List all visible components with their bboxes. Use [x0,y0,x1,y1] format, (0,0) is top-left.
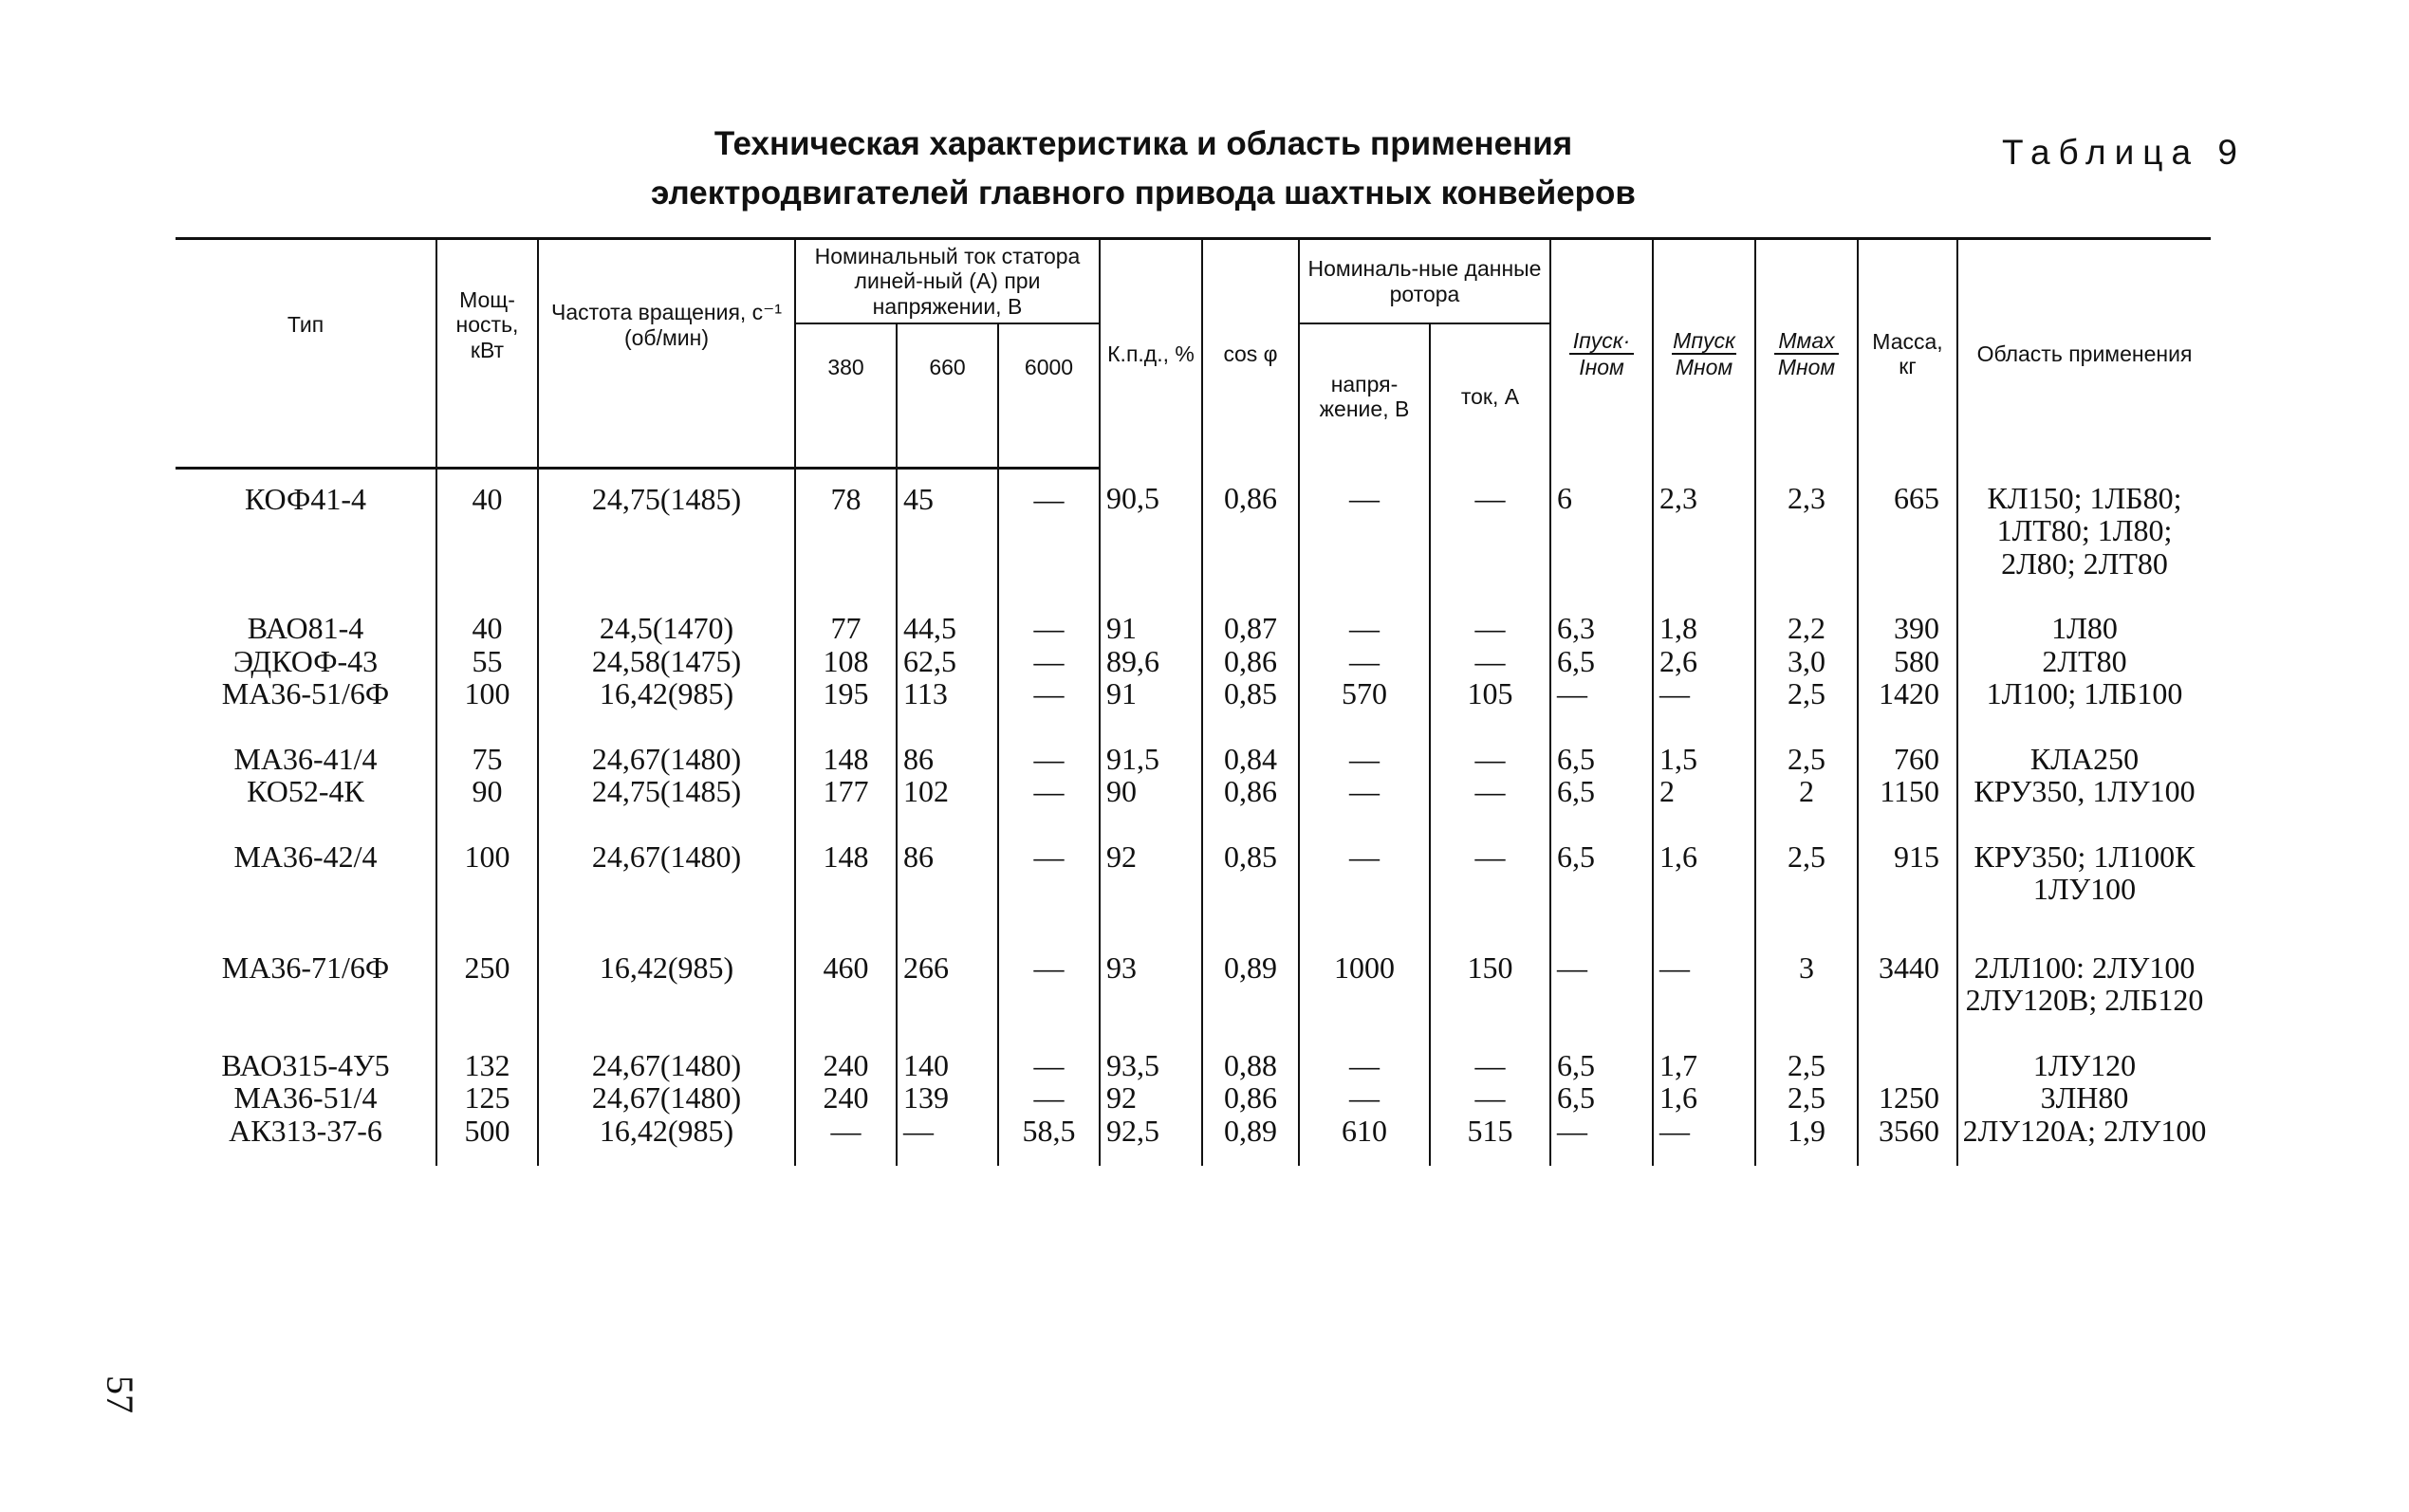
col-type: Тип [176,239,436,411]
cell-rotor-voltage: — [1299,840,1430,938]
cell-application: 2ЛТ80 [1957,645,2211,678]
cell-efficiency: 91 [1100,677,1202,743]
cell-cos: 0,86 [1202,469,1299,613]
cell-rotor-current: — [1430,1081,1550,1115]
cell-application: 2ЛУ120А; 2ЛУ100 [1957,1115,2211,1167]
cell-i660: 102 [897,775,998,840]
header-row [176,239,2211,324]
header-blank-cell [538,410,795,469]
cell-rotor-voltage: 1000 [1299,938,1430,1049]
table-row [176,645,2211,678]
table-row [176,938,2211,1049]
cell-application: КРУ350, 1ЛУ100 [1957,775,2211,840]
cell-i380: 177 [795,775,897,840]
table-row [176,1081,2211,1115]
cell-efficiency: 89,6 [1100,645,1202,678]
col-rotor-voltage: напря-жение, В [1299,323,1430,469]
cell-cos: 0,86 [1202,645,1299,678]
cell-i380: 78 [795,469,897,613]
cell-i6000: — [998,840,1100,938]
cell-rotor-current: — [1430,1049,1550,1082]
col-application: Область применения [1957,239,2211,469]
page-number: 57 [99,1375,141,1413]
cell-type: ЭДКОФ-43 [232,643,379,678]
table-body [176,469,2211,1167]
header-blank-cell [998,410,1100,469]
cell-mp-ratio: 1,7 [1653,1049,1755,1082]
cell-rotor-voltage: — [1299,775,1430,840]
cell-type: ВАО315-4У5 [221,1047,390,1082]
cell-efficiency: 90 [1100,775,1202,840]
cell-efficiency: 91,5 [1100,743,1202,776]
table-row [176,1115,2211,1167]
cell-application: КЛ150; 1ЛБ80; 1ЛТ80; 1Л80; 2Л80; 2ЛТ80 [1957,469,2211,613]
cell-rotor-current: — [1430,469,1550,613]
cell-mm-ratio: 2,5 [1755,840,1858,938]
cell-cos: 0,85 [1202,840,1299,938]
cell-mass: 665 [1858,469,1957,613]
cell-i380: 460 [795,938,897,1049]
cell-cos: 0,86 [1202,1081,1299,1115]
document-title-line-1: Техническая характеристика и область применения [713,125,1573,162]
cell-mass: 390 [1858,612,1957,645]
col-rotor-group: Номиналь-ные данные ротора [1299,239,1550,324]
cell-i6000: — [998,469,1100,613]
cell-type: МА36-71/6Ф [221,950,390,985]
cell-mass: 3560 [1858,1115,1957,1167]
cell-i6000: — [998,1081,1100,1115]
cell-i6000: 58,5 [998,1115,1100,1167]
cell-cos: 0,89 [1202,938,1299,1049]
table-row [176,612,2211,645]
cell-mass: 580 [1858,645,1957,678]
cell-application: 1ЛУ120 [1957,1049,2211,1082]
cell-i660: 45 [897,469,998,613]
cell-efficiency: 92 [1100,1081,1202,1115]
cell-speed: 16,42(985) [538,938,795,1049]
cell-mass: 1250 [1858,1081,1957,1115]
cell-ip-ratio: 6,5 [1550,645,1653,678]
cell-i660: — [897,1115,998,1167]
cell-i380: 240 [795,1049,897,1082]
cell-mm-ratio: 2,5 [1755,1049,1858,1082]
cell-mass: 3440 [1858,938,1957,1049]
cell-cos: 0,89 [1202,1115,1299,1167]
ip-den: Iном [1579,355,1624,380]
col-v660: 660 [897,323,998,410]
cell-speed: 24,67(1480) [538,1081,795,1115]
cell-rotor-voltage: — [1299,1049,1430,1082]
cell-mm-ratio: 2,5 [1755,1081,1858,1115]
cell-mm-ratio: 2,5 [1755,677,1858,743]
cell-speed: 24,75(1485) [538,469,795,613]
cell-mp-ratio: 1,8 [1653,612,1755,645]
col-current-group: Номинальный ток статора линей-ный (А) при напряжении, В [795,239,1100,324]
cell-rotor-current: — [1430,840,1550,938]
cell-rotor-voltage: 570 [1299,677,1430,743]
cell-ip-ratio: 6,3 [1550,612,1653,645]
cell-power: 90 [436,775,538,840]
cell-cos: 0,84 [1202,743,1299,776]
cell-ip-ratio: 6,5 [1550,775,1653,840]
cell-mm-ratio: 2,5 [1755,743,1858,776]
cell-rotor-current: — [1430,775,1550,840]
cell-i380: 108 [795,645,897,678]
cell-i6000: — [998,743,1100,776]
cell-mm-ratio: 2,3 [1755,469,1858,613]
mp-den: Mном [1675,355,1733,380]
cell-type: МА36-51/6Ф [221,676,390,711]
cell-i6000: — [998,645,1100,678]
ip-num: Iпуск· [1572,327,1631,353]
cell-speed: 24,67(1480) [538,1049,795,1082]
table-row [176,775,2211,840]
cell-application: КРУ350; 1Л100К 1ЛУ100 [1957,840,2211,938]
cell-mm-ratio: 3 [1755,938,1858,1049]
cell-mp-ratio: 1,6 [1653,1081,1755,1115]
cell-i380: — [795,1115,897,1167]
cell-efficiency: 93,5 [1100,1049,1202,1082]
cell-speed: 24,5(1470) [538,612,795,645]
cell-mass: 915 [1858,840,1957,938]
cell-power: 125 [436,1081,538,1115]
cell-i6000: — [998,775,1100,840]
col-v380: 380 [795,323,897,410]
col-start-current-ratio [1550,239,1653,469]
cell-rotor-current: — [1430,645,1550,678]
mm-num: Mмах [1778,327,1835,353]
cell-ip-ratio: — [1550,677,1653,743]
cell-rotor-voltage: — [1299,612,1430,645]
cell-mp-ratio: 2,6 [1653,645,1755,678]
cell-ip-ratio: 6,5 [1550,1081,1653,1115]
cell-rotor-voltage: — [1299,743,1430,776]
table-row [176,677,2211,743]
cell-mp-ratio: — [1653,938,1755,1049]
cell-cos: 0,87 [1202,612,1299,645]
col-efficiency: К.п.д., % [1100,239,1202,469]
cell-efficiency: 92 [1100,840,1202,938]
cell-efficiency: 90,5 [1100,469,1202,613]
cell-efficiency: 91 [1100,612,1202,645]
document-title-line-2: электродвигателей главного привода шахтных конвейеров [651,175,1636,212]
cell-application: 3ЛН80 [1957,1081,2211,1115]
cell-mp-ratio: — [1653,1115,1755,1167]
cell-application: 1Л100; 1ЛБ100 [1957,677,2211,743]
cell-power: 40 [436,469,538,613]
cell-power: 500 [436,1115,538,1167]
cell-ip-ratio: 6 [1550,469,1653,613]
cell-i380: 148 [795,840,897,938]
cell-mm-ratio: 2 [1755,775,1858,840]
cell-i660: 139 [897,1081,998,1115]
cell-cos: 0,88 [1202,1049,1299,1082]
cell-mp-ratio: 2 [1653,775,1755,840]
cell-i660: 86 [897,840,998,938]
header-blank-cell [897,410,998,469]
cell-power: 250 [436,938,538,1049]
cell-i660: 266 [897,938,998,1049]
cell-i660: 140 [897,1049,998,1082]
col-cos: cos φ [1202,239,1299,469]
cell-power: 55 [436,645,538,678]
cell-mass [1858,1049,1957,1082]
cell-i660: 62,5 [897,645,998,678]
cell-type: КО52-4К [247,774,364,809]
cell-speed: 24,67(1480) [538,840,795,938]
cell-mass: 1150 [1858,775,1957,840]
cell-power: 75 [436,743,538,776]
cell-rotor-voltage: 610 [1299,1115,1430,1167]
cell-ip-ratio: 6,5 [1550,743,1653,776]
table-label: Таблица 9 [2002,133,2246,172]
cell-mm-ratio: 1,9 [1755,1115,1858,1167]
header-blank-cell [176,410,436,469]
cell-speed: 24,67(1480) [538,743,795,776]
cell-mass: 1420 [1858,677,1957,743]
cell-cos: 0,86 [1202,775,1299,840]
cell-ip-ratio: 6,5 [1550,840,1653,938]
cell-efficiency: 92,5 [1100,1115,1202,1167]
cell-power: 132 [436,1049,538,1082]
cell-rotor-voltage: — [1299,1081,1430,1115]
col-speed: Частота вращения, с⁻¹ (об/мин) [538,239,795,411]
cell-power: 100 [436,677,538,743]
cell-cos: 0,85 [1202,677,1299,743]
mp-num: Mпуск [1673,327,1735,353]
cell-speed: 24,58(1475) [538,645,795,678]
table-row [176,1049,2211,1082]
cell-speed: 24,75(1485) [538,775,795,840]
cell-ip-ratio: — [1550,1115,1653,1167]
cell-rotor-current: 150 [1430,938,1550,1049]
cell-i6000: — [998,612,1100,645]
cell-mass: 760 [1858,743,1957,776]
col-start-torque-ratio [1653,239,1755,469]
cell-speed: 16,42(985) [538,677,795,743]
cell-i660: 113 [897,677,998,743]
header-blank-cell [795,410,897,469]
cell-i380: 148 [795,743,897,776]
header-blank-cell [436,410,538,469]
cell-rotor-voltage: — [1299,645,1430,678]
cell-mp-ratio: — [1653,677,1755,743]
col-rotor-current: ток, А [1430,323,1550,469]
cell-i6000: — [998,677,1100,743]
cell-i6000: — [998,938,1100,1049]
cell-i380: 77 [795,612,897,645]
cell-i660: 86 [897,743,998,776]
cell-mm-ratio: 3,0 [1755,645,1858,678]
cell-application: 1Л80 [1957,612,2211,645]
cell-i380: 240 [795,1081,897,1115]
col-power: Мощ-ность, кВт [436,239,538,411]
cell-i6000: — [998,1049,1100,1082]
cell-type: ВАО81-4 [247,611,364,646]
cell-i660: 44,5 [897,612,998,645]
cell-application: 2ЛЛ100: 2ЛУ100 2ЛУ120В; 2ЛБ120 [1957,938,2211,1049]
cell-rotor-current: — [1430,743,1550,776]
cell-ip-ratio: 6,5 [1550,1049,1653,1082]
cell-ip-ratio: — [1550,938,1653,1049]
cell-type: МА36-51/4 [233,1080,378,1116]
cell-rotor-voltage: — [1299,469,1430,613]
cell-rotor-current: 515 [1430,1115,1550,1167]
cell-mp-ratio: 1,5 [1653,743,1755,776]
cell-type: МА36-42/4 [233,839,378,874]
cell-mm-ratio: 2,2 [1755,612,1858,645]
table-row [176,743,2211,776]
cell-type: АК313-37-6 [229,1113,382,1148]
mm-den: Mном [1777,355,1836,380]
col-mass: Масса, кг [1858,239,1957,469]
cell-power: 100 [436,840,538,938]
cell-application: КЛА250 [1957,743,2211,776]
table-row [176,469,2211,613]
cell-efficiency: 93 [1100,938,1202,1049]
cell-rotor-current: — [1430,612,1550,645]
table-row [176,840,2211,938]
col-max-torque-ratio [1755,239,1858,469]
cell-mp-ratio: 2,3 [1653,469,1755,613]
col-v6000: 6000 [998,323,1100,410]
cell-mp-ratio: 1,6 [1653,840,1755,938]
cell-type: КОФ41-4 [245,482,366,517]
cell-i380: 195 [795,677,897,743]
cell-speed: 16,42(985) [538,1115,795,1167]
cell-rotor-current: 105 [1430,677,1550,743]
motor-specs-table [176,237,2211,1166]
cell-power: 40 [436,612,538,645]
cell-type: МА36-41/4 [233,741,378,776]
